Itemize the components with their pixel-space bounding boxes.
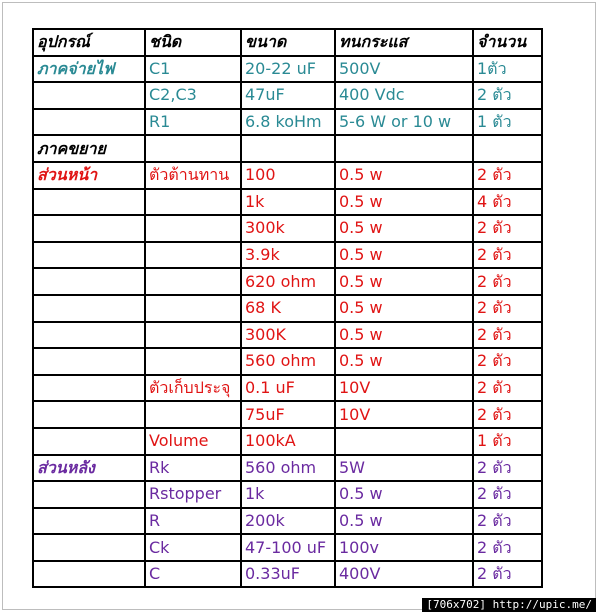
cell-rating: 100v bbox=[335, 534, 473, 561]
cell-section bbox=[33, 561, 145, 588]
table-row bbox=[33, 534, 542, 561]
cell-qty: 1 ตัว bbox=[473, 428, 542, 455]
cell-section: ส่วนหน้า bbox=[33, 162, 145, 189]
cell-rating: 5-6 W or 10 w bbox=[335, 109, 473, 136]
cell-section bbox=[33, 481, 145, 508]
table-row bbox=[33, 268, 542, 295]
cell-rating: 0.5 w bbox=[335, 215, 473, 242]
table-row bbox=[33, 215, 542, 242]
table-row bbox=[33, 189, 542, 216]
cell-rating: 0.5 w bbox=[335, 242, 473, 269]
cell-size: 1k bbox=[241, 189, 335, 216]
cell-qty: 4 ตัว bbox=[473, 189, 542, 216]
cell-type: C2,C3 bbox=[145, 82, 241, 109]
cell-type: Rk bbox=[145, 455, 241, 482]
table-row bbox=[33, 109, 542, 136]
cell-rating: 400 Vdc bbox=[335, 82, 473, 109]
cell-type bbox=[145, 268, 241, 295]
cell-rating: 10V bbox=[335, 401, 473, 428]
cell-type: Rstopper bbox=[145, 481, 241, 508]
table-row bbox=[33, 135, 542, 162]
table-row bbox=[33, 375, 542, 402]
cell-rating: 0.5 w bbox=[335, 295, 473, 322]
cell-qty: 2 ตัว bbox=[473, 82, 542, 109]
cell-size: 100kA bbox=[241, 428, 335, 455]
cell-size bbox=[241, 135, 335, 162]
cell-section bbox=[33, 109, 145, 136]
cell-type: ตัวต้านทาน bbox=[145, 162, 241, 189]
cell-type: R bbox=[145, 508, 241, 535]
cell-qty: 2 ตัว bbox=[473, 561, 542, 588]
cell-section bbox=[33, 508, 145, 535]
cell-rating: 0.5 w bbox=[335, 268, 473, 295]
header-quantity: จำนวน bbox=[473, 29, 542, 56]
cell-size: 100 bbox=[241, 162, 335, 189]
cell-rating: 400V bbox=[335, 561, 473, 588]
cell-rating: 0.5 w bbox=[335, 322, 473, 349]
cell-type: Ck bbox=[145, 534, 241, 561]
table-row bbox=[33, 56, 542, 83]
cell-type: ตัวเก็บประจุ bbox=[145, 375, 241, 402]
cell-rating: 0.5 w bbox=[335, 508, 473, 535]
cell-qty: 2 ตัว bbox=[473, 375, 542, 402]
cell-size: 620 ohm bbox=[241, 268, 335, 295]
cell-size: 6.8 koHm bbox=[241, 109, 335, 136]
cell-rating: 0.5 w bbox=[335, 348, 473, 375]
cell-size: 20-22 uF bbox=[241, 56, 335, 83]
cell-section bbox=[33, 242, 145, 269]
cell-rating bbox=[335, 428, 473, 455]
cell-section: ภาคจ่ายไฟ bbox=[33, 56, 145, 83]
table-row bbox=[33, 162, 542, 189]
table-row bbox=[33, 295, 542, 322]
cell-type bbox=[145, 295, 241, 322]
cell-rating: 500V bbox=[335, 56, 473, 83]
cell-qty: 2 ตัว bbox=[473, 508, 542, 535]
cell-section bbox=[33, 82, 145, 109]
cell-size: 200k bbox=[241, 508, 335, 535]
header-type: ชนิด bbox=[145, 29, 241, 56]
cell-size: 0.1 uF bbox=[241, 375, 335, 402]
cell-size: 1k bbox=[241, 481, 335, 508]
cell-qty: 2 ตัว bbox=[473, 401, 542, 428]
cell-section bbox=[33, 189, 145, 216]
table-row bbox=[33, 428, 542, 455]
cell-section bbox=[33, 322, 145, 349]
table-row bbox=[33, 322, 542, 349]
cell-qty: 2 ตัว bbox=[473, 295, 542, 322]
table-row bbox=[33, 561, 542, 588]
cell-qty: 2 ตัว bbox=[473, 455, 542, 482]
cell-size: 300K bbox=[241, 322, 335, 349]
table-row bbox=[33, 455, 542, 482]
header-rating: ทนกระแส bbox=[335, 29, 473, 56]
cell-qty: 1 ตัว bbox=[473, 109, 542, 136]
cell-rating: 5W bbox=[335, 455, 473, 482]
cell-section bbox=[33, 375, 145, 402]
cell-size: 47uF bbox=[241, 82, 335, 109]
cell-type: Volume bbox=[145, 428, 241, 455]
cell-type bbox=[145, 215, 241, 242]
cell-type bbox=[145, 348, 241, 375]
cell-type: R1 bbox=[145, 109, 241, 136]
cell-qty: 2 ตัว bbox=[473, 348, 542, 375]
table-row bbox=[33, 242, 542, 269]
parts-table bbox=[32, 28, 543, 588]
cell-rating bbox=[335, 135, 473, 162]
cell-qty: 2 ตัว bbox=[473, 268, 542, 295]
cell-type bbox=[145, 242, 241, 269]
cell-rating: 0.5 w bbox=[335, 189, 473, 216]
table-row bbox=[33, 82, 542, 109]
table-row bbox=[33, 401, 542, 428]
cell-rating: 0.5 w bbox=[335, 481, 473, 508]
cell-section bbox=[33, 348, 145, 375]
header-size: ขนาด bbox=[241, 29, 335, 56]
cell-size: 75uF bbox=[241, 401, 335, 428]
cell-type bbox=[145, 189, 241, 216]
cell-rating: 0.5 w bbox=[335, 162, 473, 189]
cell-type bbox=[145, 135, 241, 162]
cell-section bbox=[33, 534, 145, 561]
cell-type: C1 bbox=[145, 56, 241, 83]
cell-qty: 2 ตัว bbox=[473, 162, 542, 189]
cell-section: ส่วนหลัง bbox=[33, 455, 145, 482]
cell-type: C bbox=[145, 561, 241, 588]
cell-qty: 2 ตัว bbox=[473, 242, 542, 269]
cell-section bbox=[33, 295, 145, 322]
cell-section: ภาคขยาย bbox=[33, 135, 145, 162]
table-row bbox=[33, 508, 542, 535]
watermark-footer: [706x702] http://upic.me/ bbox=[422, 598, 596, 612]
cell-section bbox=[33, 428, 145, 455]
cell-qty bbox=[473, 135, 542, 162]
cell-qty: 2 ตัว bbox=[473, 534, 542, 561]
cell-size: 3.9k bbox=[241, 242, 335, 269]
cell-size: 560 ohm bbox=[241, 455, 335, 482]
cell-size: 0.33uF bbox=[241, 561, 335, 588]
header-device: อุปกรณ์ bbox=[33, 29, 145, 56]
cell-size: 560 ohm bbox=[241, 348, 335, 375]
cell-size: 68 K bbox=[241, 295, 335, 322]
cell-section bbox=[33, 215, 145, 242]
cell-qty: 1ตัว bbox=[473, 56, 542, 83]
cell-rating: 10V bbox=[335, 375, 473, 402]
cell-size: 300k bbox=[241, 215, 335, 242]
cell-size: 47-100 uF bbox=[241, 534, 335, 561]
cell-qty: 2 ตัว bbox=[473, 322, 542, 349]
cell-qty: 2 ตัว bbox=[473, 481, 542, 508]
cell-type bbox=[145, 401, 241, 428]
cell-section bbox=[33, 401, 145, 428]
table-row bbox=[33, 348, 542, 375]
cell-type bbox=[145, 322, 241, 349]
cell-qty: 2 ตัว bbox=[473, 215, 542, 242]
cell-section bbox=[33, 268, 145, 295]
table-row bbox=[33, 481, 542, 508]
header-row bbox=[33, 29, 542, 56]
